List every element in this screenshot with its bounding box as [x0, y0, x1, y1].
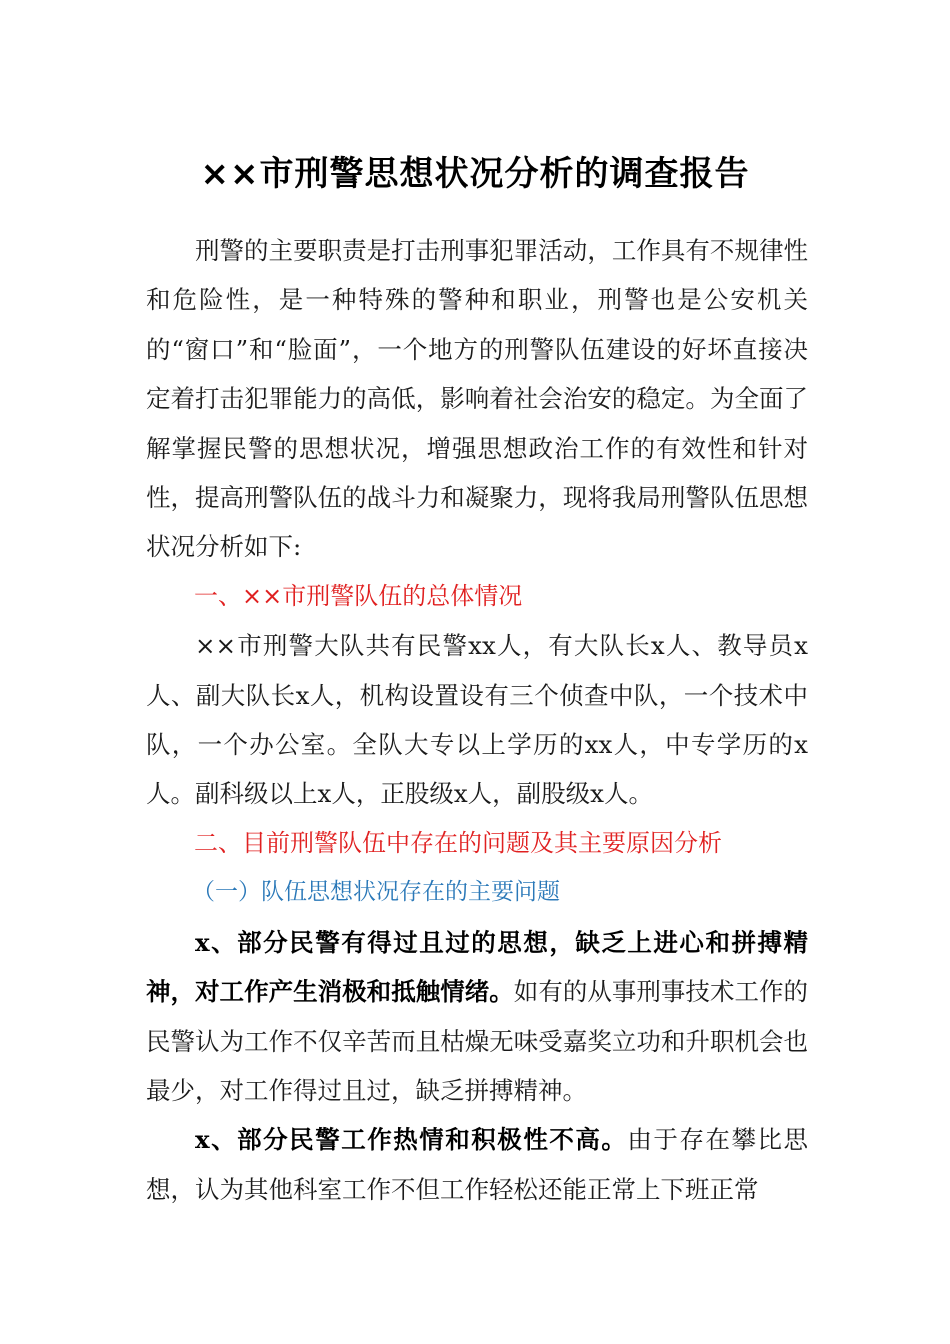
section1-heading: 一、××市刑警队伍的总体情况 — [194, 581, 523, 610]
item2-text: 由于存在攀比思想，认为其他科室工作不但工作轻松还能正常上下班正常 — [146, 1125, 809, 1204]
document-title: ××市刑警思想状况分析的调查报告 — [200, 154, 750, 194]
item2-paragraph — [146, 1115, 808, 1214]
intro-paragraph: 刑警的主要职责是打击刑事犯罪活动，工作具有不规律性和危险性，是一种特殊的警种和职业，刑警也是公安机关的“窗口”和“脸面”，一个地方的刑警队伍建设的好坏直接决定着打击犯罪能力的高低，影响着社会治安的稳定。为全面了解掌握民警的思想状况，增强思想政治工作的有效性和针对性，提高刑警队伍的战斗力和凝聚力，现将我局刑警队伍思想状况分析如下: — [146, 236, 808, 562]
item1-bold-text: x、部分民警有得过且过的思想，缺乏上进心和拼搏精神，对工作产生消极和抵触情绪。 — [146, 927, 808, 1007]
item2-bold-text: x、部分民警工作热情和积极性不高。 — [195, 1125, 628, 1155]
item1-paragraph — [146, 918, 808, 1116]
document-body — [146, 226, 808, 1214]
item1-text: 如有的从事刑事技术工作的民警认为工作不仅辛苦而且枯燥无味受嘉奖立功和升职机会也最少，对工作得过且过，缺乏拼搏精神。 — [146, 977, 809, 1105]
section2-subheading: （一）队伍思想状况存在的主要问题 — [192, 879, 560, 906]
section2-heading: 二、目前刑警队伍中存在的问题及其主要原因分析 — [194, 828, 722, 857]
section1-paragraph: ××市刑警大队共有民警xx人，有大队长x人、教导员x人、副大队长x人，机构设置设有三个侦查中队，一个技术中队，一个办公室。全队大专以上学历的xx人，中专学历的x人。副科级以上x人，正股级x人，副股级x人。 — [146, 631, 808, 809]
